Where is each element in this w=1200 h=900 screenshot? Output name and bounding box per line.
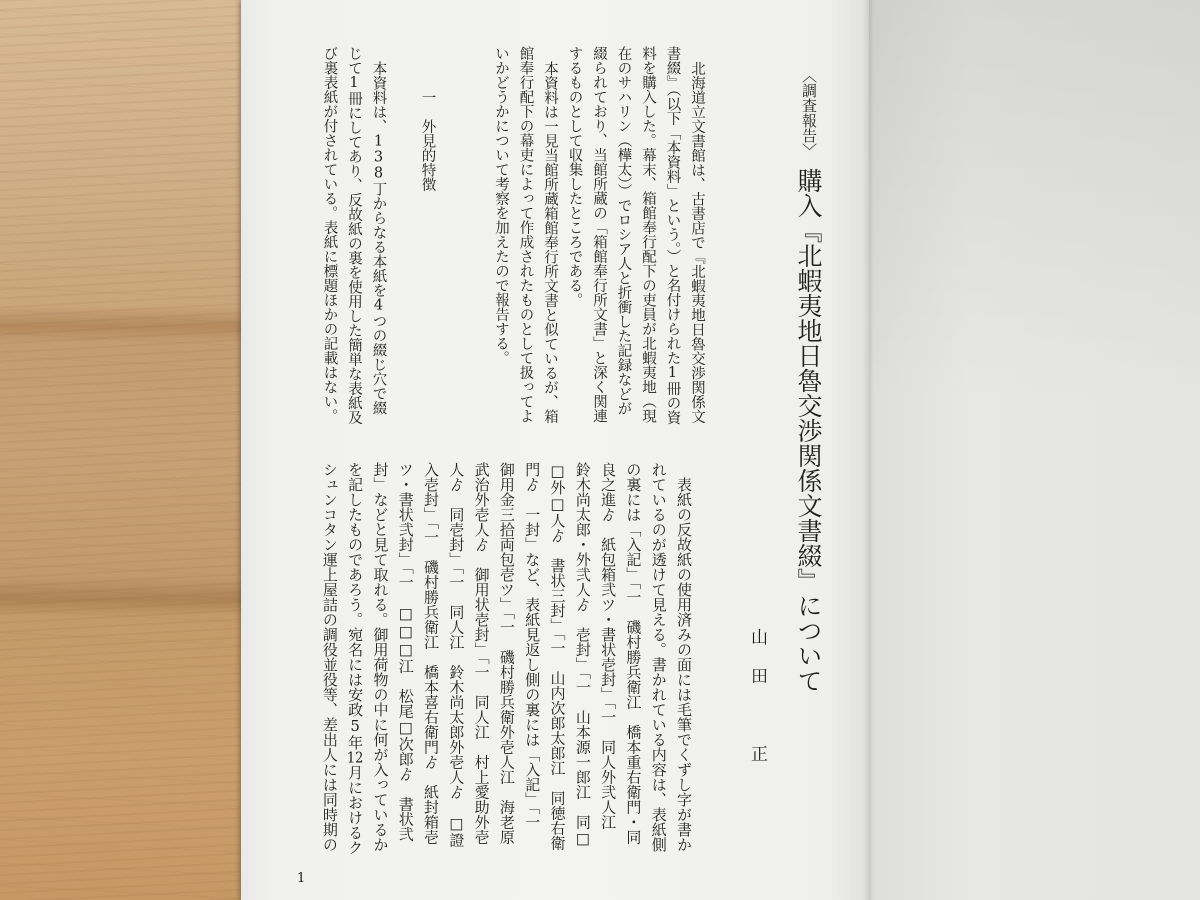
text-line: 人ゟ 同壱封」「一 同人江 鈴木尚太郎外壱人ゟ □證 bbox=[447, 462, 466, 848]
facing-page bbox=[869, 0, 1200, 900]
text-line: 北海道立文書館は、古書店で『北蝦夷地日魯交渉関係文 bbox=[689, 60, 705, 423]
text-line: 書綴』（以下「本資料」という。）と名付けられた1冊の資 bbox=[664, 46, 681, 425]
text-line: 館奉行配下の幕吏によって作成されたものとして扱ってよ bbox=[517, 46, 534, 423]
lower-text-tier bbox=[317, 462, 696, 872]
text-line: 武治外壱人ゟ 御用状壱封」「一 同人江 村上愛助外壱 bbox=[472, 462, 491, 845]
text-line: 門ゟ 一封」など、表紙見返し側の裏には「入記」「一 bbox=[523, 462, 542, 830]
text-line: 御用金三拾両包壱ツ」「一 磯村勝兵衛外壱人江 海老原 bbox=[497, 462, 516, 845]
blank-line bbox=[391, 46, 416, 436]
text-line: 鈴木尚太郎・外弐人ゟ 壱封」「一 山本源一郎江 同□ bbox=[573, 462, 592, 848]
text-line: 料を購入した。幕末、箱館奉行配下の吏員が北蝦夷地（現 bbox=[640, 46, 656, 423]
text-line: 綴られており、当館所蔵の「箱館奉行所文書」と深く関連 bbox=[591, 46, 607, 423]
text-line: 良之進ゟ 紙包箱弐ツ・書状壱封」「一 同人外弐人江 bbox=[599, 462, 618, 830]
text-line: 表紙の反故紙の使用済みの面には毛筆でくずし字が書か bbox=[675, 477, 693, 852]
article-title: 購入『北蝦夷地日魯交渉関係文書綴』について bbox=[794, 168, 823, 693]
document-page bbox=[241, 0, 869, 900]
text-line: 本資料は、138丁からなる本紙を4つの綴じ穴で綴 bbox=[370, 60, 387, 415]
text-line: れているのが透けて見える。書かれている内容は、表紙側 bbox=[649, 462, 668, 852]
blank-line bbox=[440, 46, 465, 436]
text-line: いかどうかについて考察を加えたので報告する。 bbox=[493, 46, 509, 365]
text-line: の裏には「入記」「一 磯村勝兵衛江 橋本重右衛門・同 bbox=[624, 462, 643, 845]
text-line: ツ・書状弐封」「一 □□□江 松尾□次郎ゟ 書状弐 bbox=[396, 462, 415, 842]
blank-line bbox=[464, 46, 489, 436]
text-line: するものとして収集したところである。 bbox=[566, 46, 583, 307]
combined-digits: 12 bbox=[346, 750, 364, 765]
text-line: シュンコタン運上屋詰の調役並役等、差出人には同時期の bbox=[320, 462, 339, 852]
wooden-table-background bbox=[0, 0, 246, 900]
report-category-label: 〈調査報告〉 bbox=[800, 68, 818, 158]
text-line: じて1冊にしてあり、反故紙の裏を使用した簡単な表紙及 bbox=[346, 46, 362, 425]
upper-text-tier bbox=[317, 46, 709, 436]
author-name: 山田 正 bbox=[747, 628, 767, 784]
text-line: 封」などと見て取れる。御用荷物の中に何が入っているか bbox=[371, 462, 390, 852]
text-line: 在のサハリン（樺太））でロシア人と折衝した記録などが bbox=[615, 46, 632, 416]
text-line: 本資料は一見当館所蔵箱館奉行所文書と似ているが、箱 bbox=[542, 60, 558, 423]
text-line: び裏表紙が付されている。表紙に標題ほかの記載はない。 bbox=[321, 46, 338, 423]
text-line: □外□人ゟ 書状三封」「一 山内次郎太郎江 同徳右衛 bbox=[548, 462, 567, 851]
text-line: を記したものであろう。宛名には安政5年12月におけるク bbox=[346, 462, 365, 855]
section-heading: 一 外見的特徴 bbox=[419, 89, 436, 191]
page-number: 1 bbox=[297, 871, 306, 886]
text-line: 入壱封」「一 磯村勝兵衛江 橋本喜右衛門ゟ 紙封箱壱 bbox=[422, 462, 441, 845]
